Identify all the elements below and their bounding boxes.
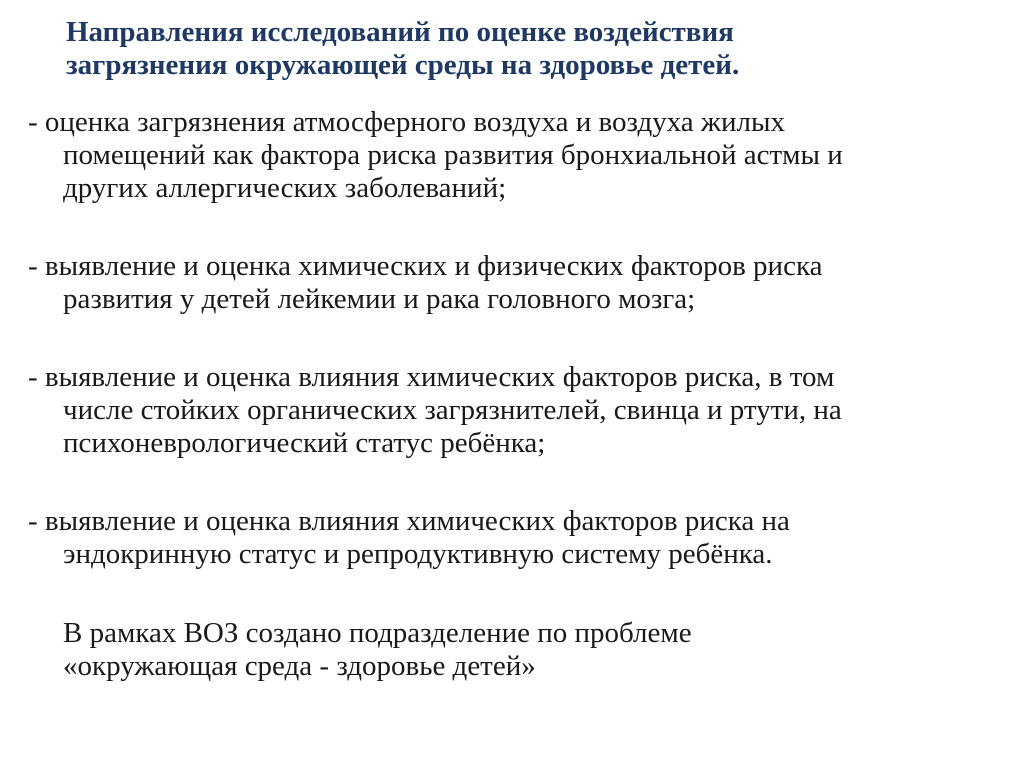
slide-title-line-1: Направления исследований по оценке воздействия bbox=[66, 16, 734, 48]
bullet-item-4 bbox=[28, 505, 790, 571]
bullet-item-1-line-1: - оценка загрязнения атмосферного воздуха и воздуха жилых bbox=[28, 106, 785, 138]
bullet-item-3-line-3: психоневрологический статус ребёнка; bbox=[63, 427, 546, 459]
slide-title-line-2: загрязнения окружающей среды на здоровье детей. bbox=[66, 49, 740, 81]
bullet-item-2-line-2: развития у детей лейкемии и рака головного мозга; bbox=[63, 283, 696, 315]
bullet-item-1-line-2: помещений как фактора риска развития бронхиальной астмы и bbox=[63, 139, 843, 171]
bullet-item-3 bbox=[28, 361, 842, 460]
closing-note bbox=[63, 617, 692, 683]
bullet-item-2 bbox=[28, 250, 822, 316]
bullet-item-1 bbox=[28, 106, 843, 205]
closing-note-line-1: В рамках ВОЗ создано подразделение по проблеме bbox=[63, 617, 692, 649]
bullet-item-1-line-3: других аллергических заболеваний; bbox=[63, 172, 507, 204]
bullet-item-4-line-1: - выявление и оценка влияния химических факторов риска на bbox=[28, 505, 790, 537]
slide-title bbox=[66, 16, 966, 82]
closing-note-line-2: «окружающая среда - здоровье детей» bbox=[63, 650, 536, 682]
bullet-item-4-line-2: эндокринную статус и репродуктивную систему ребёнка. bbox=[63, 538, 773, 570]
bullet-item-2-line-1: - выявление и оценка химических и физических факторов риска bbox=[28, 250, 823, 282]
bullet-item-3-line-2: числе стойких органических загрязнителей, свинца и ртути, на bbox=[63, 394, 842, 426]
bullet-item-3-line-1: - выявление и оценка влияния химических факторов риска, в том bbox=[28, 361, 835, 393]
